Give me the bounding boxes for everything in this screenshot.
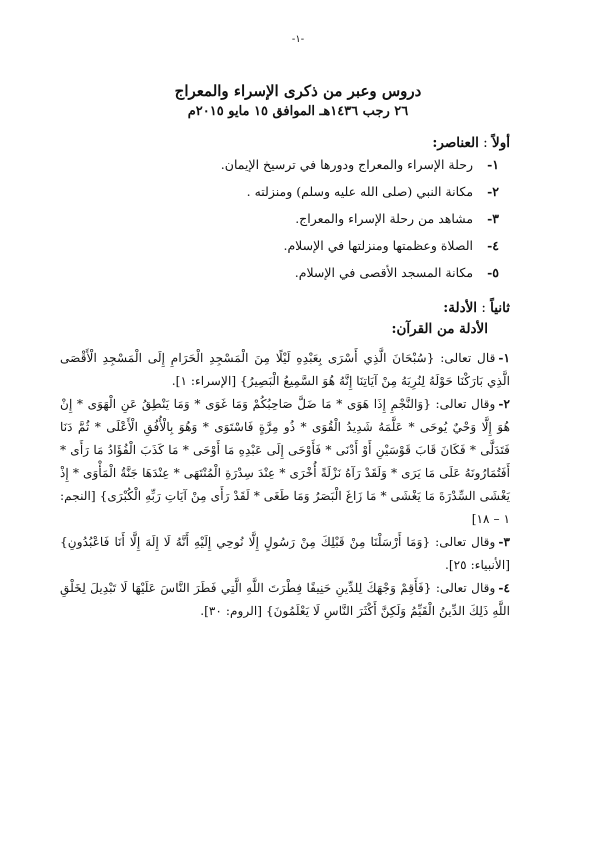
evidence-item-number: ٤- [498, 581, 510, 595]
elements-heading-label: العناصر: [432, 135, 479, 151]
evidence-heading-prefix: ثانياً [490, 300, 510, 316]
evidence-item-text: وقال تعالى: {فَأَقِمْ وَجْهَكَ لِلدِّينِ حَنِيفًا فِطْرَتَ اللَّهِ الَّتِي فَطَرَ النَّاسَ عَلَيْهَا لَا تَبْدِيلَ لِخَلْقِ اللَّهِ ذَلِكَ الدِّينُ الْقَيِّمُ وَلَكِنَّ أَكْثَرَ النَّاسِ لَا يَعْلَمُونَ} [الروم: ٣٠]. [60, 581, 510, 618]
evidence-item [60, 577, 510, 623]
evidence-item [60, 393, 510, 531]
document-title: دروس وعبر من ذكرى الإسراء والمعراج [174, 82, 422, 100]
evidence-item [60, 531, 510, 577]
document-date: ٢٦ رجب ١٤٣٦هـ الموافق ١٥ مايو ٢٠١٥م [187, 104, 409, 119]
list-item-number: ٣- [487, 211, 499, 226]
list-item [79, 182, 499, 209]
evidence-item-number: ٣- [498, 535, 510, 549]
list-item [79, 209, 499, 236]
list-item [79, 236, 499, 263]
elements-heading-prefix: أولاً [492, 135, 510, 151]
evidence-item-number: ٢- [498, 397, 510, 411]
list-item-number: ٤- [487, 238, 499, 253]
list-item [79, 155, 499, 182]
evidence-heading-label: الأدلة: [443, 300, 478, 316]
evidence-item-text: قال تعالى: {سُبْحَانَ الَّذِي أَسْرَى بِعَبْدِهِ لَيْلًا مِنَ الْمَسْجِدِ الْحَرَامِ إِلَى الْمَسْجِدِ الْأَقْصَى الَّذِي بَارَكْنَا حَوْلَهُ لِنُرِيَهُ مِنْ آيَاتِنَا إِنَّهُ هُوَ السَّمِيعُ الْبَصِيرُ} [الإسراء: ١]. [60, 351, 510, 388]
list-item [79, 263, 499, 290]
evidence-list [60, 347, 510, 623]
list-item-text: مشاهد من رحلة الإسراء والمعراج. [295, 211, 474, 226]
quran-evidence-heading: الأدلة من القرآن: [391, 321, 488, 337]
list-item-number: ١- [487, 157, 499, 172]
evidence-item-number: ١- [498, 351, 510, 365]
list-item-text: رحلة الإسراء والمعراج ودورها في ترسيخ الإيمان. [220, 157, 474, 172]
list-item-text: مكانة المسجد الأقصى في الإسلام. [294, 265, 474, 280]
evidence-heading [443, 300, 510, 316]
elements-list [79, 155, 499, 290]
list-item-text: الصلاة وعظمتها ومنزلتها في الإسلام. [283, 238, 474, 253]
list-item-number: ٢- [487, 184, 499, 199]
list-item-text: مكانة النبي (صلى الله عليه وسلم) ومنزلته . [246, 184, 474, 199]
page-number: -١- [291, 34, 305, 45]
evidence-item [60, 347, 510, 393]
list-item-number: ٥- [487, 265, 499, 280]
evidence-item-text: وقال تعالى: {وَالنَّجْمِ إِذَا هَوَى * مَا ضَلَّ صَاحِبُكُمْ وَمَا غَوَى * وَمَا يَنْطِقُ عَنِ الْهَوَى * إِنْ هُوَ إِلَّا وَحْيٌ يُوحَى * عَلَّمَهُ شَدِيدُ الْقُوَى * ذُو مِرَّةٍ فَاسْتَوَى * وَهُوَ بِالْأُفُقِ الْأَعْلَى * ثُمَّ دَنَا فَتَدَلَّى * فَكَانَ قَابَ قَوْسَيْنِ أَوْ أَدْنَى * فَأَوْحَى إِلَى عَبْدِهِ مَا أَوْحَى * مَا كَذَبَ الْفُؤَادُ مَا رَأَى * أَفَتُمَارُونَهُ عَلَى مَا يَرَى * وَلَقَدْ رَآهُ نَزْلَةً أُخْرَى * عِنْدَ سِدْرَةِ الْمُنْتَهَى * عِنْدَهَا جَنَّةُ الْمَأْوَى * إِذْ يَغْشَى السِّدْرَةَ مَا يَغْشَى * مَا زَاغَ الْبَصَرُ وَمَا طَغَى * لَقَدْ رَأَى مِنْ آيَاتِ رَبِّهِ الْكُبْرَى} [النجم: ١ – ١٨] [60, 397, 510, 526]
elements-heading [432, 135, 510, 151]
elements-heading-separator: : [478, 135, 493, 151]
evidence-item-text: وقال تعالى: {وَمَا أَرْسَلْنَا مِنْ قَبْلِكَ مِنْ رَسُولٍ إِلَّا نُوحِي إِلَيْهِ أَنَّهُ لَا إِلَهَ إِلَّا أَنَا فَاعْبُدُونِ} [الأنبياء: ٢٥]. [60, 535, 510, 572]
evidence-heading-separator: : [477, 300, 491, 316]
